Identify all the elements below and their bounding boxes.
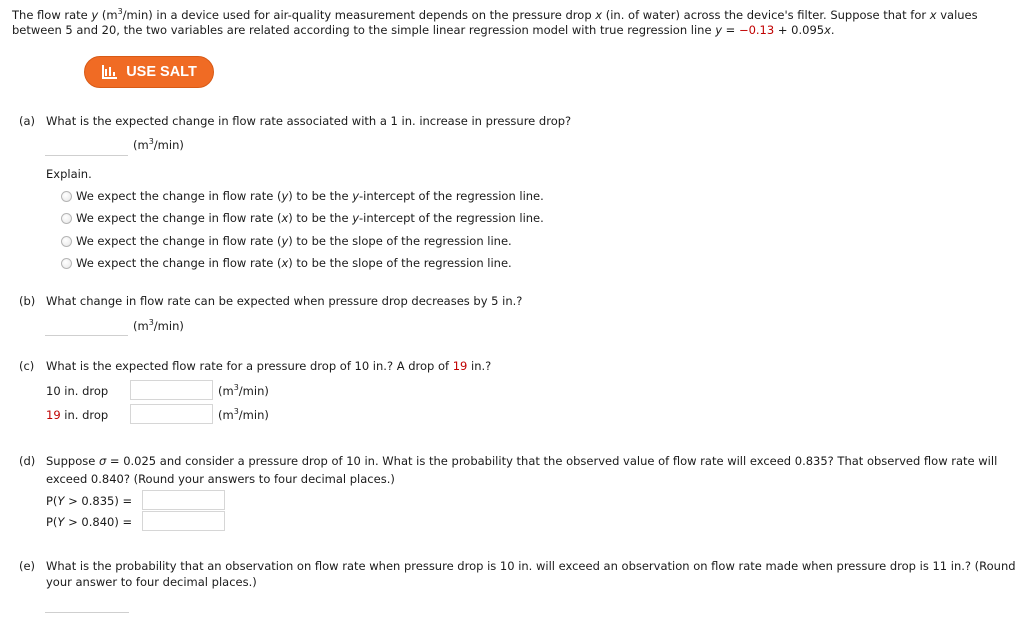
option-1-text: We expect the change in flow rate (y) to be the y-intercept of the regression line. xyxy=(76,189,544,203)
part-a-question: What is the expected change in flow rate associated with a 1 in. increase in pressure drop? xyxy=(46,114,572,128)
part-b-question: What change in flow rate can be expected when pressure drop decreases by 5 in.? xyxy=(46,294,523,308)
part-b-answer-input[interactable] xyxy=(45,317,128,336)
part-c-question: What is the expected flow rate for a pressure drop of 10 in.? A drop of 19 in.? xyxy=(46,359,492,373)
problem-statement-line-2: between 5 and 20, the two variables are related according to the simple linear regression model with true regression line y = −0.13 + 0.095x. xyxy=(12,23,835,37)
part-e-answer-input[interactable] xyxy=(45,594,129,613)
radio-option-2[interactable] xyxy=(61,213,72,224)
intercept-value: −0.13 xyxy=(738,23,775,37)
part-a-unit: $(m^3/\min)$ xyxy=(133,137,184,152)
row-10in-label: 10 in. drop xyxy=(46,384,109,398)
flow-rate-10in-input[interactable] xyxy=(130,380,213,400)
prob-840-input[interactable] xyxy=(142,511,225,531)
part-a-answer-input[interactable] xyxy=(45,137,128,156)
part-b-unit: $(m^3/\min)$ xyxy=(133,318,184,333)
radio-option-4[interactable] xyxy=(61,258,72,269)
row-10in-unit: $(m^3/\min)$ xyxy=(218,383,269,398)
flow-rate-19in-input[interactable] xyxy=(130,404,213,424)
option-2-text: We expect the change in flow rate (x) to be the y-intercept of the regression line. xyxy=(76,211,544,225)
salt-chart-icon xyxy=(101,64,118,80)
part-d-question-line-1: Suppose σ = 0.025 and consider a pressure drop of 10 in. What is the probability that the observed value of flow rate will exceed 0.835? That observed flow rate will xyxy=(46,454,998,468)
part-e-label: (e) xyxy=(19,559,36,573)
part-d-question-line-2: exceed 0.840? (Round your answers to four decimal places.) xyxy=(46,472,395,486)
use-salt-label: USE SALT xyxy=(126,64,197,80)
part-b-label: (b) xyxy=(19,294,36,308)
option-4-text: We expect the change in flow rate (x) to be the slope of the regression line. xyxy=(76,256,512,270)
radio-option-3[interactable] xyxy=(61,236,72,247)
row-19in-unit: $(m^3/\min)$ xyxy=(218,407,269,422)
radio-option-1[interactable] xyxy=(61,191,72,202)
part-e-question-line-1: What is the probability that an observation on flow rate when pressure drop is 10 in. will exceed an observation on flow rate made when pressure drop is 11 in.? (Round xyxy=(46,559,1016,573)
problem-statement-line-1: The flow rate y $(m^3/\min)$ in a device used for air-quality measurement depends on the pressure drop x (in. of water) across the device's filter. Suppose that for x values xyxy=(12,7,978,22)
prob-835-label: P(Y > 0.835) = xyxy=(46,494,133,508)
part-c-label: (c) xyxy=(19,359,35,373)
option-3-text: We expect the change in flow rate (y) to be the slope of the regression line. xyxy=(76,234,512,248)
use-salt-button[interactable] xyxy=(84,56,214,88)
row-19in-label: 19 in. drop xyxy=(46,408,109,422)
explain-label: Explain. xyxy=(46,167,92,181)
prob-840-label: P(Y > 0.840) = xyxy=(46,515,133,529)
part-d-label: (d) xyxy=(19,454,36,468)
part-a-label: (a) xyxy=(19,114,36,128)
part-e-question-line-2: your answer to four decimal places.) xyxy=(46,575,257,589)
prob-835-input[interactable] xyxy=(142,490,225,510)
